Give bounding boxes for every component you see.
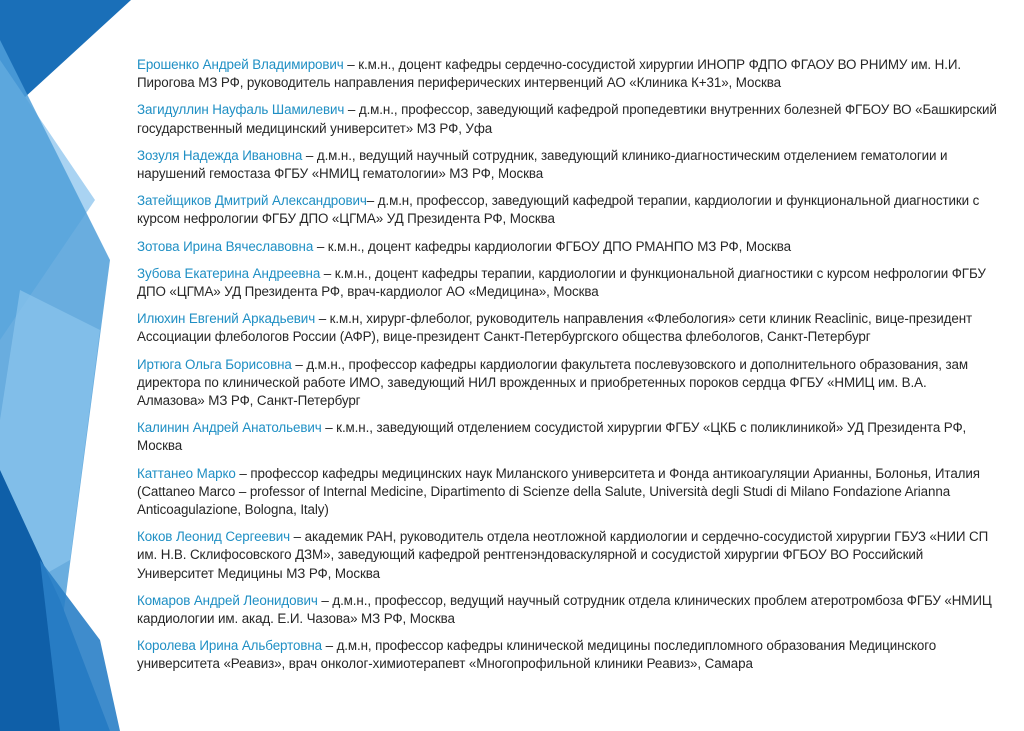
list-item [137,356,997,411]
person-description: – д.м.н, профессор кафедры клинической медицины последипломного образования Медицинского университета «Реавиз», врач онколог-химиотерапевт «Многопрофильной клиники Реавиз», Самара [137,638,937,672]
list-item [137,310,997,346]
person-name: Зозуля Надежда Ивановна [137,147,303,163]
person-name: Иртюга Ольга Борисовна [137,356,292,372]
list-item [137,192,997,228]
person-name: Королева Ирина Альбертовна [137,638,322,654]
person-description: – к.м.н., доцент кафедры сердечно-сосудистой хирургии ИНОПР ФДПО ФГАОУ ВО РНИМУ им. Н.И. Пирогова МЗ РФ, руководитель направления периферических интервенций АО «Клиника К+31», Москва [137,57,961,91]
list-item [137,637,997,673]
person-description: – к.м.н., доцент кафедры терапии, кардиологии и функциональной диагностики с курсом нефрологии ФГБУ ДПО «ЦГМА» УД Президента РФ, врач-кардиолог АО «Медицина», Москва [137,265,986,300]
person-description: – академик РАН, руководитель отдела неотложной кардиологии и сердечно-сосудистой хирургии ГБУЗ «НИИ СП им. Н.В. Склифосовского ДЗМ», заведующий кафедрой рентгенэндоваскулярной и сосудистой хирургии ФГБОУ ВО Российский Университет Медицины МЗ РФ, Москва [137,529,989,581]
list-item [137,147,997,183]
person-name: Коков Леонид Сергеевич [137,529,291,545]
list-item [137,419,997,455]
person-description: – к.м.н., доцент кафедры кардиологии ФГБОУ ДПО РМАНПО МЗ РФ, Москва [313,238,791,254]
participants-list [137,56,997,683]
person-name: Илюхин Евгений Аркадьевич [137,311,316,327]
person-name: Зубова Екатерина Андреевна [137,265,321,281]
list-item [137,238,997,256]
person-description: – д.м.н., ведущий научный сотрудник, заведующий клинико-диагностическим отделением гематологии и нарушений гемостаза ФГБУ «НМИЦ гематологии» МЗ РФ, Москва [137,147,948,182]
person-name: Затейщиков Дмитрий Александрович [137,193,367,209]
person-name: Ерошенко Андрей Владимирович [137,57,344,72]
person-description: – д.м.н., профессор, заведующий кафедрой пропедевтики внутренних болезней ФГБОУ ВО «Башкирский государственный медицинский университет» МЗ РФ, Уфа [137,102,997,136]
person-name: Загидуллин Науфаль Шамилевич [137,102,345,118]
list-item [137,56,997,92]
person-description: – д.м.н., профессор кафедры кардиологии факультета послевузовского и дополнительного образования, зам директора по клинической работе ИМО, заведующий НИЛ врожденных и приобретенных пороков сердца ФГБУ «НМИЦ им. В.А. Алмазова» МЗ РФ, Санкт-Петербург [137,356,968,409]
person-description: – к.м.н, хирург-флеболог, руководитель направления «Флебология» сети клиник Reaclinic, вице-президент Ассоциации флебологов России (АФР), вице-президент Санкт-Петербургского общества флебологов, Санкт-Петербург [137,311,973,345]
person-name: Калинин Андрей Анатольевич [137,420,322,436]
person-name: Комаров Андрей Леонидович [137,592,318,608]
person-description: – д.м.н., профессор, ведущий научный сотрудник отдела клинических проблем атеротромбоза ФГБУ «НМИЦ кардиологии им. акад. Е.И. Чазова» МЗ РФ, Москва [137,592,992,627]
person-description: – к.м.н., заведующий отделением сосудистой хирургии ФГБУ «ЦКБ с поликлиникой» УД Президента РФ, Москва [137,420,967,454]
person-description: – д.м.н, профессор, заведующий кафедрой терапии, кардиологии и функциональной диагностики с курсом нефрологии ФГБУ ДПО «ЦГМА» УД Президента РФ, Москва [137,193,980,227]
list-item [137,592,997,628]
list-item [137,465,997,520]
person-description: – профессор кафедры медицинских наук Миланского университета и Фонда антикоагуляции Арианны, Болонья, Италия (Cattaneo Marco – professor of Internal Medicine, Dipartimento di Scienze della Salute, Università degli Studi di Milano Fondazione Arianna Anticoagulazione, Bologna, Italy) [137,465,980,518]
person-name: Каттанео Марко [137,465,236,481]
list-item [137,265,997,301]
list-item [137,528,997,583]
list-item [137,101,997,137]
person-name: Зотова Ирина Вячеславовна [137,238,314,254]
